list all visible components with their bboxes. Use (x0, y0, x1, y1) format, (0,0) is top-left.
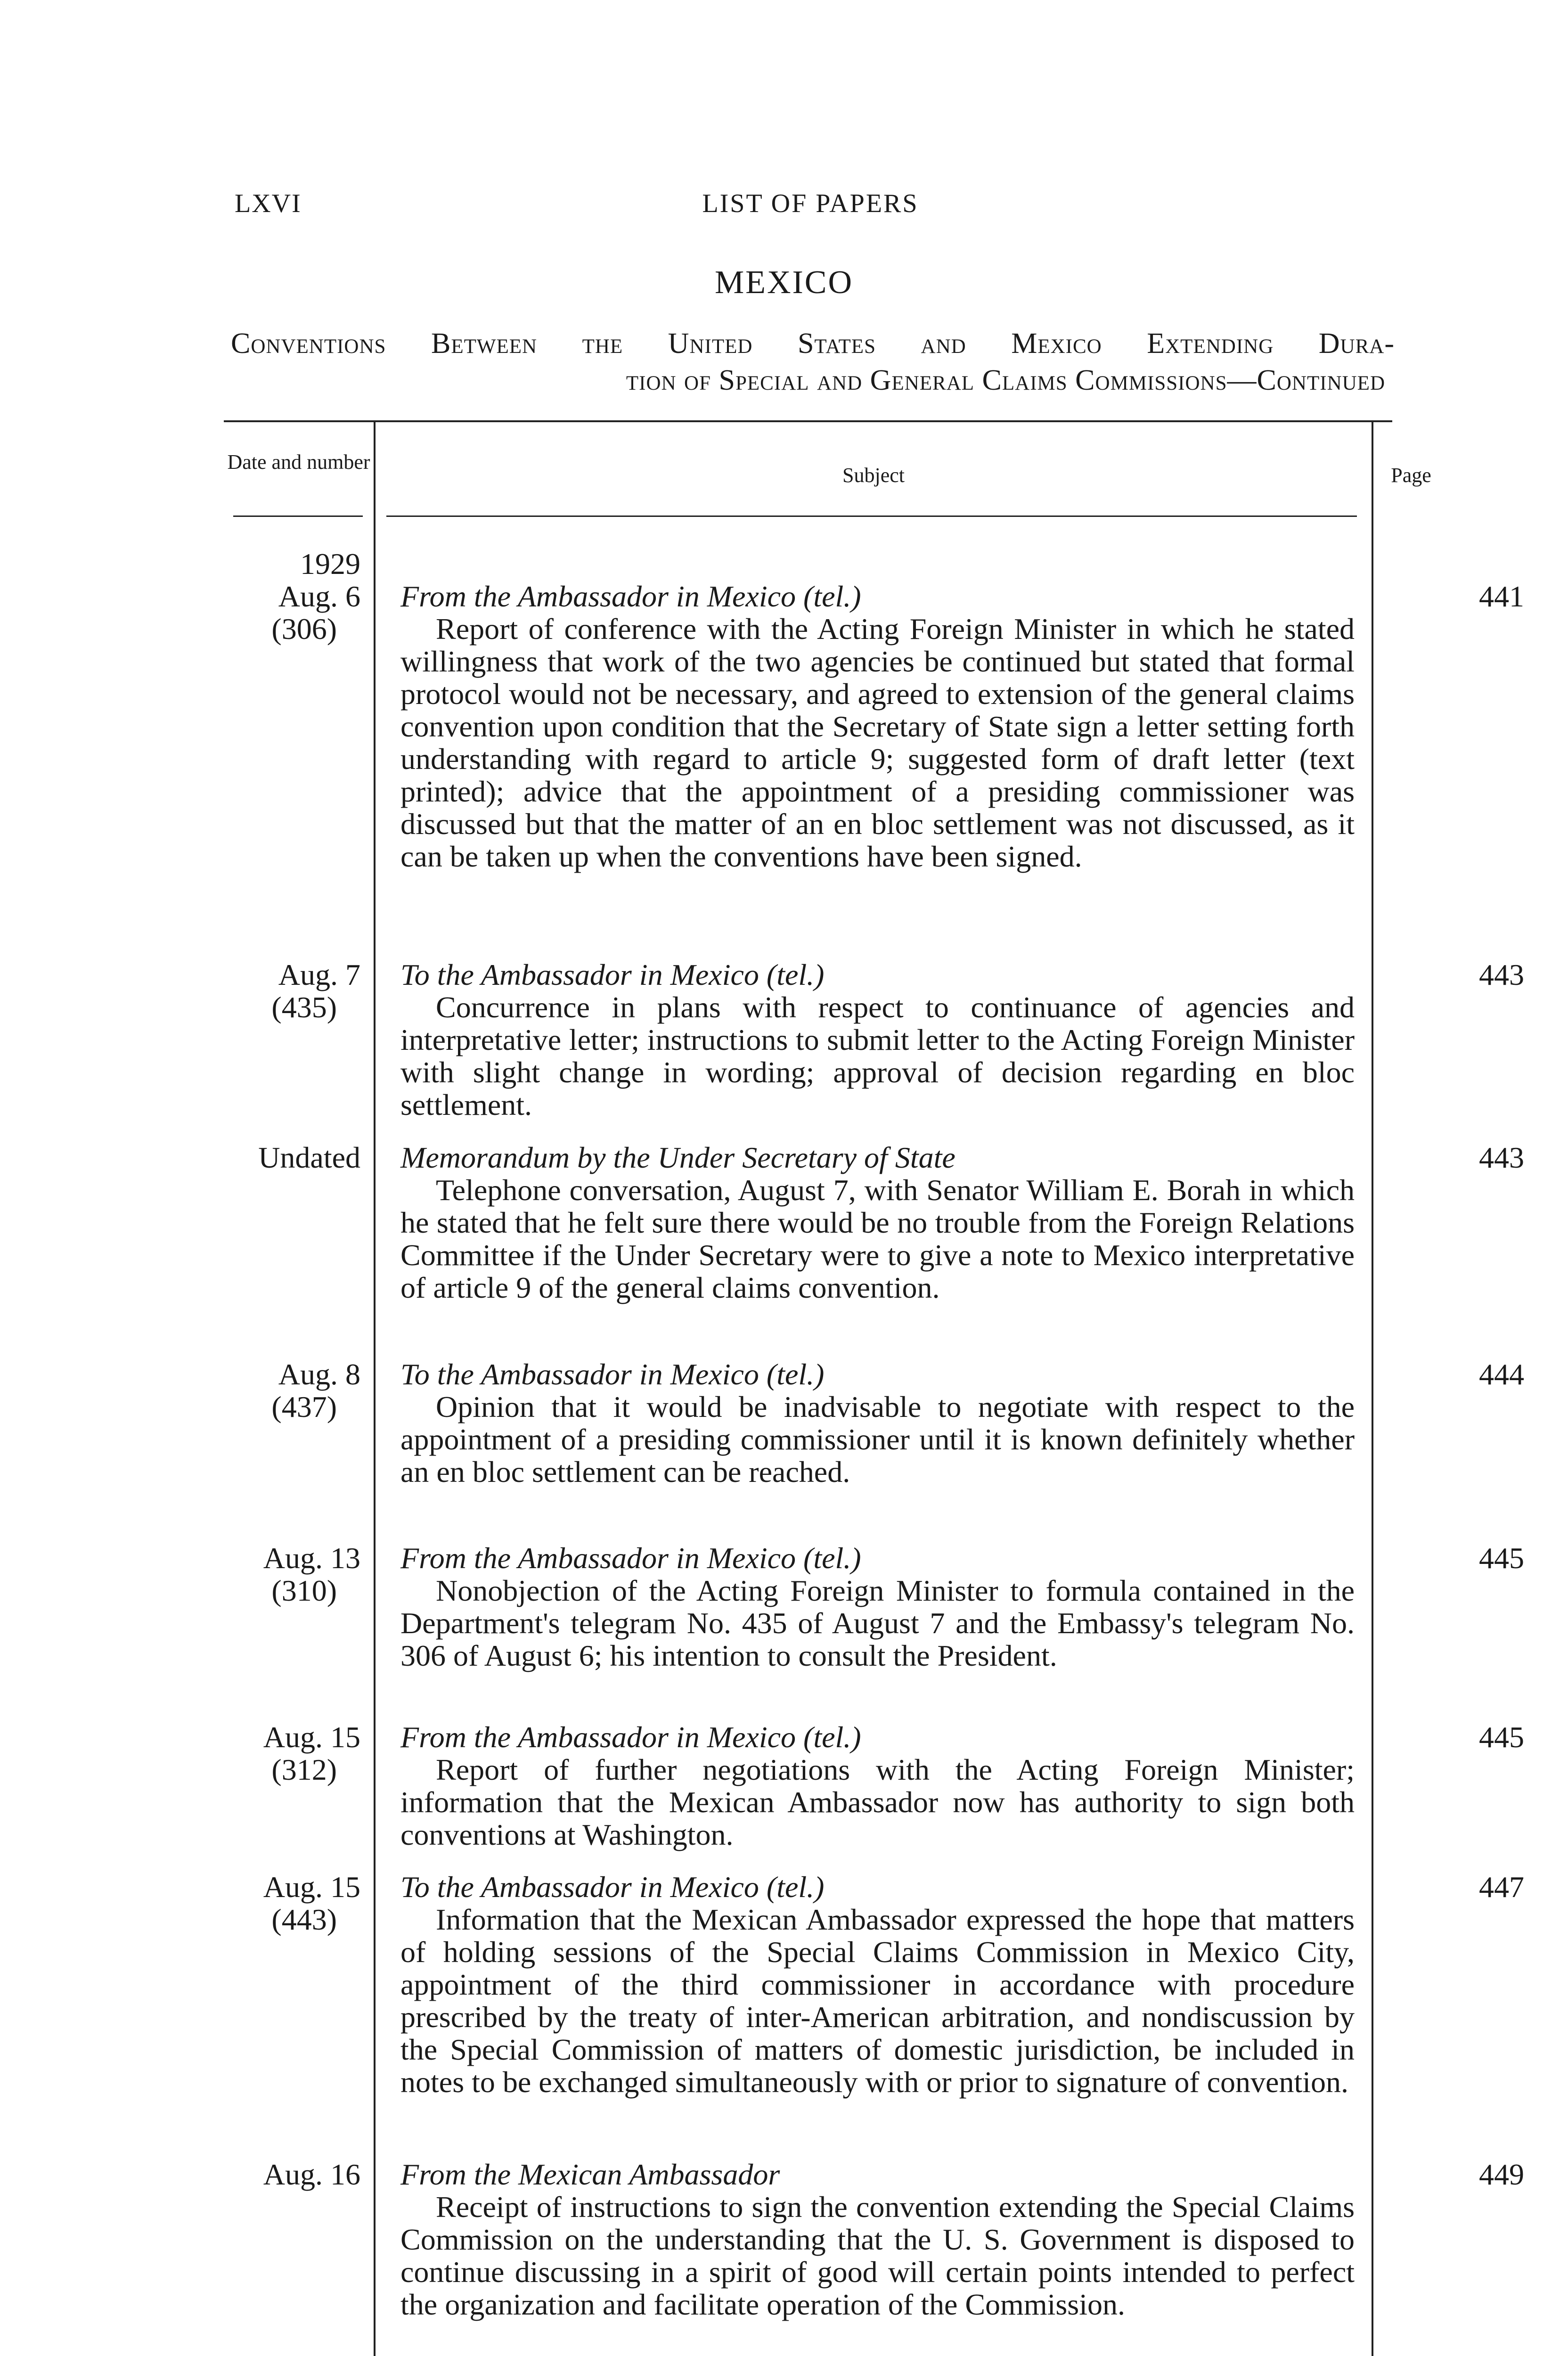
entry-date: Aug. 15 (263, 1870, 360, 1904)
date-cell (224, 1542, 360, 1607)
table-top-rule (224, 420, 1392, 422)
section-heading-line-1: Conventions Between the United States and Mexico Extending Dura- (231, 327, 1395, 360)
subject-cell (400, 958, 1355, 1121)
date-cell (224, 2158, 360, 2191)
entry-correspondent: From the Ambassador in Mexico (tel.) (400, 1541, 861, 1575)
entry-description: Concurrence in plans with respect to continuance of agencies and interpretative letter; instructions to submit letter to the Acting Foreign Minister with slight change in wording; approval of decision regarding en bloc settlement. (400, 990, 1355, 1121)
entry-page: 441 (1479, 580, 1524, 613)
column-divider-date (374, 420, 376, 2356)
entry-number: (306) (271, 612, 337, 646)
column-header-date: Date and number (227, 450, 370, 474)
running-head (235, 188, 1386, 226)
subject-cell (400, 1871, 1355, 2098)
entry-date: Aug. 15 (263, 1720, 360, 1754)
subject-cell (400, 1141, 1355, 1304)
date-cell (224, 1358, 360, 1423)
entry-page: 444 (1479, 1358, 1524, 1391)
subject-cell (400, 1358, 1355, 1488)
entry-number: (437) (271, 1390, 337, 1423)
header-rule-subject (386, 515, 1357, 517)
subject-cell (400, 1721, 1355, 1851)
entry-description: Receipt of instructions to sign the convention extending the Special Claims Commission on the understanding that the U. S. Government is disposed to continue discussing in a spirit of good will certain points intended to perfect the organization and facilitate operation of the Commission. (400, 2190, 1355, 2321)
entry-number: (435) (271, 990, 337, 1024)
entry-page: 445 (1479, 1541, 1524, 1575)
entry-page: 443 (1479, 1141, 1524, 1174)
entry-number: (443) (271, 1903, 337, 1936)
entry-number: (312) (271, 1753, 337, 1786)
section-heading (231, 325, 1395, 399)
entry-description: Information that the Mexican Ambassador expressed the hope that matters of holding sessions of the Special Claims Commission in Mexico City, appointment of the third commissioner in accordance with procedure prescribed by the treaty of inter-American arbitration, and nondiscussion by the Special Commission of matters of domestic jurisdiction, be included in notes to be exchanged simultaneously with or prior to signature of convention. (400, 1903, 1355, 2099)
column-divider-page (1372, 420, 1373, 2356)
papers-table (224, 420, 1524, 2356)
entry-page: 445 (1479, 1720, 1524, 1754)
year-label: 1929 (300, 547, 360, 581)
entry-correspondent: From the Ambassador in Mexico (tel.) (400, 1720, 861, 1754)
column-header-page: Page (1391, 464, 1431, 487)
date-cell (224, 580, 360, 645)
header-rule-date (233, 515, 363, 517)
entry-date: Aug. 13 (263, 1541, 360, 1575)
date-cell (224, 1871, 360, 1936)
entry-correspondent: To the Ambassador in Mexico (tel.) (400, 958, 825, 991)
date-cell (224, 1141, 360, 1174)
entry-description: Report of conference with the Acting Foreign Minister in which he stated willingness that work of the two agencies be continued but stated that formal protocol would not be necessary, and agreed to extension of the general claims convention upon condition that the Secretary of State sign a letter setting forth understanding with regard to article 9; suggested form of draft letter (text printed); advice that the appointment of a presiding commissioner was discussed but that the matter of an en bloc settlement was not discussed, as it can be taken up when the conventions have been signed. (400, 612, 1355, 873)
column-header-subject: Subject (842, 464, 905, 487)
entry-page: 443 (1479, 958, 1524, 991)
page-folio: LXVI (235, 189, 302, 218)
running-title: LIST OF PAPERS (702, 189, 919, 218)
entry-correspondent: From the Mexican Ambassador (400, 2158, 780, 2191)
entry-description: Report of further negotiations with the Acting Foreign Minister; information that the Mexican Ambassador now has authority to sign both conventions at Washington. (400, 1753, 1355, 1851)
entry-date: Aug. 16 (263, 2158, 360, 2191)
entry-date: Undated (258, 1141, 360, 1174)
entry-date: Aug. 6 (278, 580, 360, 613)
entry-description: Telephone conversation, August 7, with Senator William E. Borah in which he stated that he felt sure there would be no trouble from the Foreign Relations Committee if the Under Secretary were to give a note to Mexico interpretative of article 9 of the general claims convention. (400, 1173, 1355, 1304)
entry-correspondent: From the Ambassador in Mexico (tel.) (400, 580, 861, 613)
entry-correspondent: Memorandum by the Under Secretary of State (400, 1141, 956, 1174)
entry-correspondent: To the Ambassador in Mexico (tel.) (400, 1358, 825, 1391)
entry-date: Aug. 7 (278, 958, 360, 991)
date-cell (224, 958, 360, 1023)
entry-correspondent: To the Ambassador in Mexico (tel.) (400, 1870, 825, 1904)
subject-cell (400, 1542, 1355, 1672)
date-cell (224, 1721, 360, 1786)
entry-description: Opinion that it would be inadvisable to negotiate with respect to the appointment of a presiding commissioner until it is known definitely whether an en bloc settlement can be reached. (400, 1390, 1355, 1489)
entry-page: 449 (1479, 2158, 1524, 2191)
section-heading-line-2: tion of Special and General Claims Commissions—Continued (626, 364, 1385, 396)
entry-number: (310) (271, 1574, 337, 1607)
entry-page: 447 (1479, 1870, 1524, 1904)
subject-cell (400, 580, 1355, 873)
country-heading: MEXICO (714, 264, 854, 301)
subject-cell (400, 2158, 1355, 2321)
entry-description: Nonobjection of the Acting Foreign Minister to formula contained in the Department's telegram No. 435 of August 7 and the Embassy's telegram No. 306 of August 6; his intention to consult the President. (400, 1574, 1355, 1672)
entry-date: Aug. 8 (278, 1358, 360, 1391)
